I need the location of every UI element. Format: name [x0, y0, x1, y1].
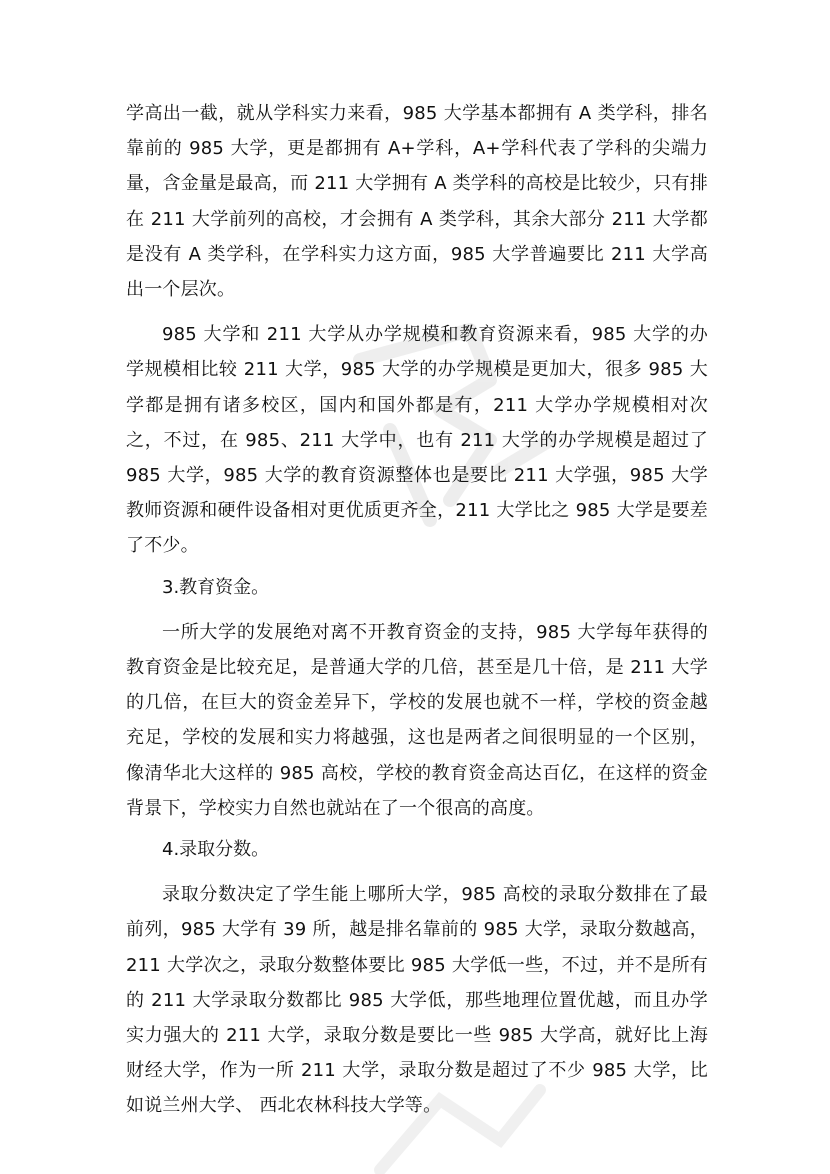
- section-heading-education-funding: 3.教育资金。: [162, 576, 270, 598]
- document-body: [126, 96, 708, 1124]
- paragraph-academic-strength: 学高出一截，就从学科实力来看，985 大学基本都拥有 A 类学科，排名靠前的 985 大学，更是都拥有 A+学科，A+学科代表了学科的尖端力量，含金量是最高，而 211 大学拥有 A 类学科的高校是比较少，只有排在 211 大学前列的高校，才会拥有 A 类学科，其余大部分 211 大学都是没有 A 类学科，在学科实力这方面，985 大学普遍要比 211 大学高出一个层次。: [126, 103, 708, 301]
- paragraph-education-funding: 一所大学的发展绝对离不开教育资金的支持，985 大学每年获得的教育资金是比较充足，是普通大学的几倍，甚至是几十倍，是 211 大学的几倍，在巨大的资金差异下，学校的发展也就不一样，学校的资金越充足，学校的发展和实力将越强，这也是两者之间很明显的一个区别，像清华北大这样的 985 高校，学校的教育资金高达百亿，在这样的资金背景下，学校实力自然也就站在了一个很高的高度。: [126, 621, 708, 819]
- paragraph-scale-resources: 985 大学和 211 大学从办学规模和教育资源来看，985 大学的办学规模相比较 211 大学，985 大学的办学规模是更加大，很多 985 大学都是拥有诸多校区，国内和国外都是有，211 大学办学规模相对次之，不过，在 985、211 大学中，也有 211 大学的办学规模是超过了 985 大学，985 大学的教育资源整体也是要比 211 大学强，985 大学教师资源和硬件设备相对更优质更齐全，211 大学比之 985 大学是要差了不少。: [126, 324, 708, 557]
- paragraph-admission-scores: 录取分数决定了学生能上哪所大学，985 高校的录取分数排在了最前列，985 大学有 39 所，越是排名靠前的 985 大学，录取分数越高，211 大学次之，录取分数整体要比 985 大学低一些，不过，并不是所有的 211 大学录取分数都比 985 大学低，那些地理位置优越，而且办学实力强大的 211 大学，录取分数是要比一些 985 大学高，就好比上海财经大学，作为一所 211 大学，录取分数是超过了不少 985 大学，比如说兰州大学、 西北农林科技大学等。: [126, 884, 708, 1117]
- section-heading-admission-scores: 4.录取分数。: [162, 839, 270, 861]
